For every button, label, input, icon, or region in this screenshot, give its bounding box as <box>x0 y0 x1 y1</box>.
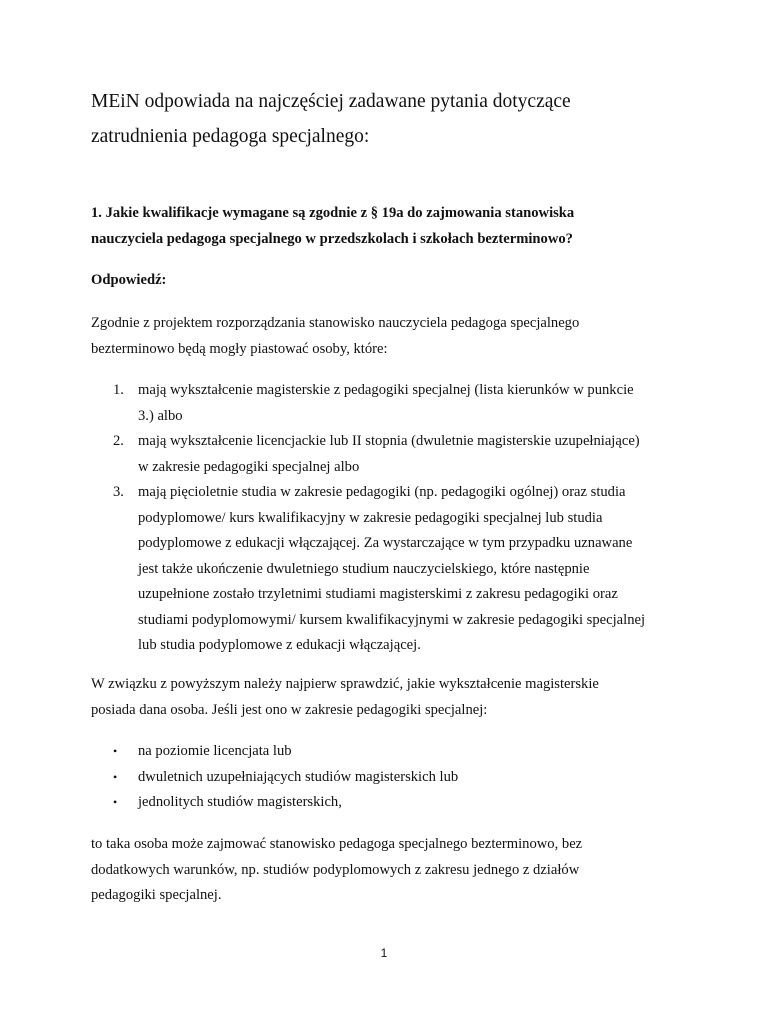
paragraph-conclusion <box>91 832 691 909</box>
bullet-icon: • <box>113 795 118 809</box>
list-item <box>91 378 691 429</box>
bullet-item <box>91 790 691 816</box>
list-item-line: w zakresie pedagogiki specjalnej albo <box>138 458 360 475</box>
intro-line: bezterminowo będą mogły piastować osoby, które: <box>91 340 388 357</box>
list-item-number: 1. <box>113 382 124 398</box>
paragraph-line: posiada dana osoba. Jeśli jest ono w zakresie pedagogiki specjalnej: <box>91 701 488 718</box>
bullet-icon: • <box>113 769 118 784</box>
paragraph-line: pedagogiki specjalnej. <box>91 887 222 903</box>
list-item-line: studiami podyplomowymi/ kursem kwalifikacyjnymi w zakresie pedagogiki specjalnej <box>138 611 646 628</box>
list-item-line: mają wykształcenie licencjackie lub II stopnia (dwuletnie magisterskie uzupełniające) <box>138 433 640 449</box>
answer-label: Odpowiedź: <box>91 272 167 288</box>
list-item-line: uzupełnione zostało trzyletnimi studiami magisterskimi z zakresu pedagogiki oraz <box>138 586 618 602</box>
title-line: MEiN odpowiada na najczęściej zadawane pytania dotyczące <box>91 91 571 112</box>
question-line: nauczyciela pedagoga specjalnego w przedszkolach i szkołach bezterminowo? <box>91 230 573 247</box>
list-item <box>91 480 691 659</box>
paragraph-line: dodatkowych warunków, np. studiów podyplomowych z zakresu jednego z działów <box>91 861 580 878</box>
question-line: 1. Jakie kwalifikacje wymagane są zgodnie z § 19a do zajmowania stanowiska <box>91 205 575 221</box>
bullet-text: jednolitych studiów magisterskich, <box>138 794 342 810</box>
paragraph-line: to taka osoba może zajmować stanowisko pedagoga specjalnego bezterminowo, bez <box>91 836 583 852</box>
list-item-line: mają wykształcenie magisterskie z pedagogiki specjalnej (lista kierunków w punkcie <box>138 382 634 398</box>
bullet-icon: • <box>113 744 118 758</box>
bullet-item <box>91 739 691 765</box>
bullet-item <box>91 765 691 791</box>
paragraph-check-education <box>91 672 691 723</box>
document-title <box>91 84 691 154</box>
paragraph-line: W związku z powyższym należy najpierw sprawdzić, jakie wykształcenie magisterskie <box>91 676 599 692</box>
intro-line: Zgodnie z projektem rozporządzania stanowisko nauczyciela pedagoga specjalnego <box>91 315 580 331</box>
bullet-text: na poziomie licencjata lub <box>138 743 292 759</box>
list-item-line: podyplomowe/ kurs kwalifikacyjny w zakresie pedagogiki specjalnej lub studia <box>138 509 603 526</box>
qualifications-list <box>91 378 691 659</box>
education-levels-list <box>91 739 691 816</box>
question-heading <box>91 201 691 252</box>
list-item-line: podyplomowe z edukacji włączającej. Za wystarczające w tym przypadku uznawane <box>138 535 633 551</box>
list-item-number: 2. <box>113 433 124 449</box>
list-item-number: 3. <box>113 484 124 500</box>
page-number: 1 <box>380 946 388 960</box>
list-item-line: lub studia podyplomowe z edukacji włączającej. <box>138 637 421 653</box>
list-item <box>91 429 691 480</box>
intro-paragraph <box>91 311 691 362</box>
bullet-text: dwuletnich uzupełniających studiów magisterskich lub <box>138 768 459 785</box>
list-item-line: mają pięcioletnie studia w zakresie pedagogiki (np. pedagogiki ogólnej) oraz studia <box>138 484 626 500</box>
list-item-line: jest także ukończenie dwuletniego studium nauczycielskiego, które następnie <box>138 560 590 577</box>
list-item-line: 3.) albo <box>138 407 183 424</box>
title-line: zatrudnienia pedagoga specjalnego: <box>91 126 370 147</box>
